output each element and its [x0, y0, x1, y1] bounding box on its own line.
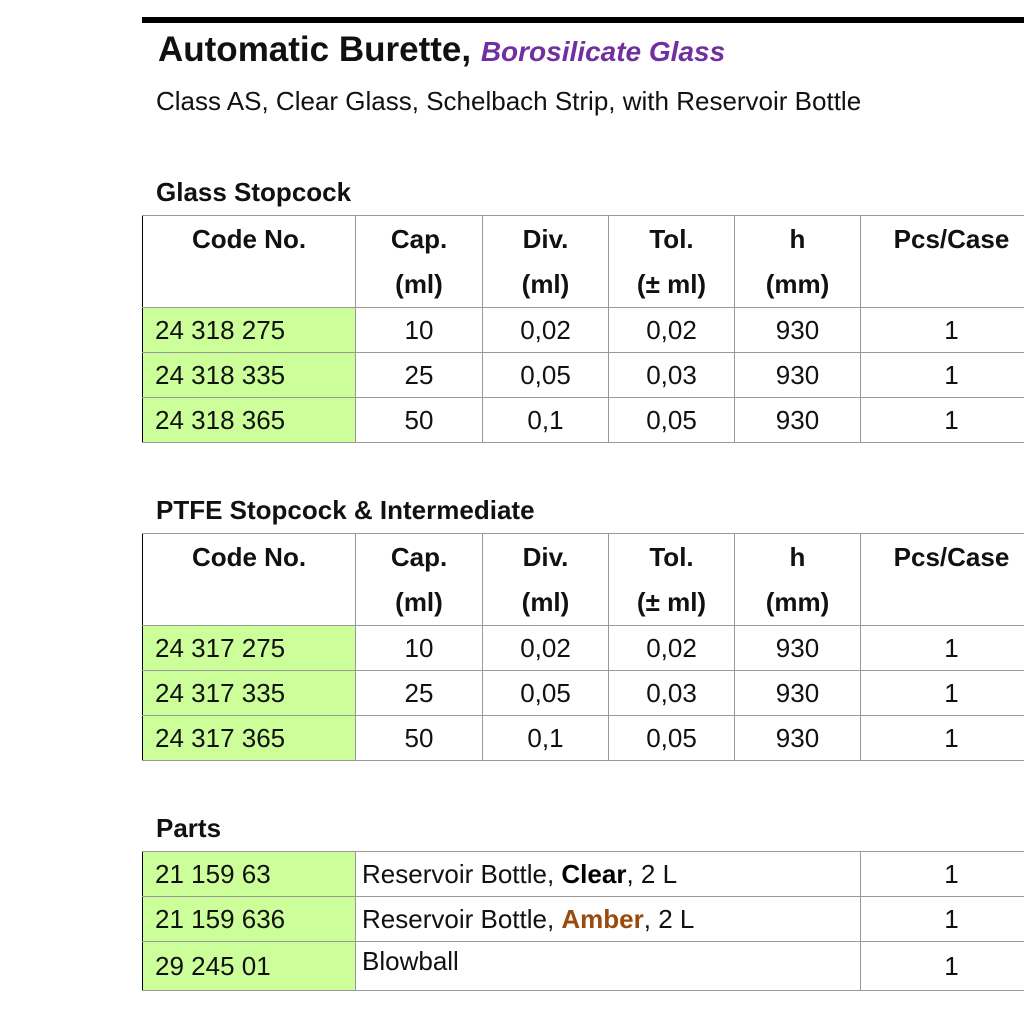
cap-cell: 25: [356, 353, 483, 398]
cap-cell: 50: [356, 398, 483, 443]
code-cell: 24 317 335: [143, 671, 356, 716]
table-row: [143, 353, 1024, 398]
pcs-cell: 1: [861, 852, 1024, 897]
pcs-cell: 1: [861, 353, 1024, 398]
header-cap: Cap. (ml): [356, 216, 483, 308]
header-code: Code No.: [143, 216, 356, 308]
table-row: [143, 852, 1024, 897]
code-cell: 24 318 275: [143, 308, 356, 353]
table-row: [143, 398, 1024, 443]
glass-stopcock-table: [142, 215, 1024, 443]
header-h: h (mm): [735, 216, 861, 308]
h-cell: 930: [735, 398, 861, 443]
header-cap: Cap. (ml): [356, 534, 483, 626]
header-pcs: Pcs/Case: [861, 216, 1024, 308]
div-cell: 0,05: [483, 353, 609, 398]
table-header-row: [143, 216, 1024, 308]
table-row: [143, 716, 1024, 761]
top-rule: [142, 17, 1024, 23]
tol-cell: 0,02: [609, 626, 735, 671]
h-cell: 930: [735, 308, 861, 353]
tol-cell: 0,03: [609, 671, 735, 716]
header-code: Code No.: [143, 534, 356, 626]
table-row: [143, 671, 1024, 716]
section-title-parts: Parts: [156, 813, 222, 843]
header-tol: Tol. (± ml): [609, 534, 735, 626]
highlight-word: Amber: [561, 903, 644, 934]
tol-cell: 0,05: [609, 398, 735, 443]
h-cell: 930: [735, 353, 861, 398]
h-cell: 930: [735, 671, 861, 716]
cap-cell: 25: [356, 671, 483, 716]
div-cell: 0,1: [483, 716, 609, 761]
table-row: [143, 626, 1024, 671]
code-cell: 21 159 636: [143, 897, 356, 942]
pcs-cell: 1: [861, 942, 1024, 991]
code-cell: 24 318 335: [143, 353, 356, 398]
code-cell: 29 245 01: [143, 942, 356, 991]
section-title-ptfe-stopcock: PTFE Stopcock & Intermediate: [156, 495, 535, 525]
div-cell: 0,05: [483, 671, 609, 716]
pcs-cell: 1: [861, 308, 1024, 353]
description-cell: Reservoir Bottle, Amber, 2 L: [356, 897, 861, 942]
description-cell: Reservoir Bottle, Clear, 2 L: [356, 852, 861, 897]
pcs-cell: 1: [861, 716, 1024, 761]
cap-cell: 10: [356, 626, 483, 671]
div-cell: 0,02: [483, 626, 609, 671]
title-main: Automatic Burette,: [158, 30, 472, 69]
h-cell: 930: [735, 626, 861, 671]
tol-cell: 0,05: [609, 716, 735, 761]
title-subtitle-material: Borosilicate Glass: [480, 36, 726, 67]
code-cell: 24 318 365: [143, 398, 356, 443]
header-div: Div. (ml): [483, 216, 609, 308]
pcs-cell: 1: [861, 897, 1024, 942]
highlight-word: Clear: [561, 858, 627, 889]
code-cell: 24 317 365: [143, 716, 356, 761]
div-cell: 0,02: [483, 308, 609, 353]
section-title-glass-stopcock: Glass Stopcock: [156, 177, 352, 207]
page-title: [158, 30, 725, 70]
header-pcs: Pcs/Case: [861, 534, 1024, 626]
cap-cell: 50: [356, 716, 483, 761]
pcs-cell: 1: [861, 671, 1024, 716]
table-row: [143, 308, 1024, 353]
parts-table: [142, 851, 1024, 991]
header-h: h (mm): [735, 534, 861, 626]
page-subtitle: Class AS, Clear Glass, Schelbach Strip, with Reservoir Bottle: [156, 86, 862, 116]
cap-cell: 10: [356, 308, 483, 353]
tol-cell: 0,03: [609, 353, 735, 398]
h-cell: 930: [735, 716, 861, 761]
pcs-cell: 1: [861, 398, 1024, 443]
header-div: Div. (ml): [483, 534, 609, 626]
tol-cell: 0,02: [609, 308, 735, 353]
description-cell: Blowball: [356, 942, 861, 991]
table-header-row: [143, 534, 1024, 626]
code-cell: 24 317 275: [143, 626, 356, 671]
table-row: [143, 942, 1024, 991]
pcs-cell: 1: [861, 626, 1024, 671]
div-cell: 0,1: [483, 398, 609, 443]
header-tol: Tol. (± ml): [609, 216, 735, 308]
ptfe-stopcock-table: [142, 533, 1024, 761]
table-row: [143, 897, 1024, 942]
code-cell: 21 159 63: [143, 852, 356, 897]
